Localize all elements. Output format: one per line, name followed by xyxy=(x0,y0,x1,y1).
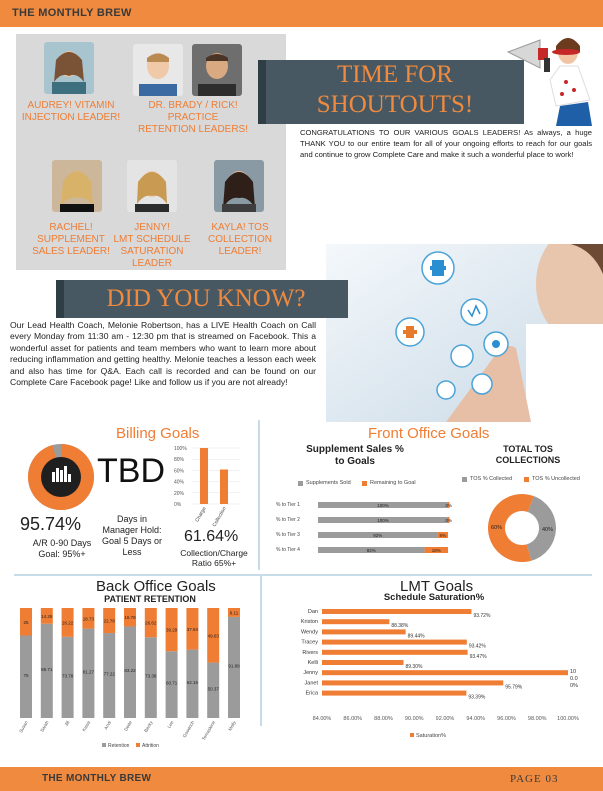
saturation-value-label: 89.44% xyxy=(407,633,425,640)
attrition-value-label: 16.78 xyxy=(124,615,136,621)
cc-ytick-label: 100% xyxy=(174,446,187,452)
saturation-bar xyxy=(322,629,406,634)
legend-retention-swatch xyxy=(102,743,106,747)
legend-attrition-swatch xyxy=(136,743,140,747)
supp-category-label: % to Tier 1 xyxy=(276,502,300,508)
did-you-know-title: DID YOU KNOW? xyxy=(106,285,306,312)
retention-xtick-label: Sarah xyxy=(39,720,50,733)
retention-xtick-label: Lee xyxy=(166,720,175,730)
retention-xtick-label: Tomaskine xyxy=(200,720,217,742)
shoutouts-banner-line2: SHOUTOUTS! xyxy=(316,91,474,118)
retention-xtick-label: Goodrich xyxy=(181,720,196,739)
caption-rachel: RACHEL! SUPPLEMENT SALES LEADER! xyxy=(32,222,110,257)
collection-label: Collection/Charge Ratio 65%+ xyxy=(180,548,248,568)
attrition-value-label: 18.73 xyxy=(82,616,95,622)
legend-saturation-label: Saturation% xyxy=(416,733,446,739)
supplement-sales-chart xyxy=(276,494,456,564)
caption-dr-brady-rick: DR. BRADY / RICK! PRACTICE RETENTION LEADERS! xyxy=(137,100,249,135)
saturation-value-label: 88.38% xyxy=(391,623,409,630)
supp-value-label-sold: 100% xyxy=(377,503,389,508)
saturation-value-label: 93.39% xyxy=(468,694,486,701)
sat-xtick-label: 84.00% xyxy=(312,716,332,722)
divider-vertical-bottom xyxy=(260,576,262,726)
sat-category-label: Kelli xyxy=(307,660,318,666)
attrition-value-label: 26.22 xyxy=(61,620,74,626)
medical-touchscreen-image xyxy=(326,244,603,422)
did-you-know-text: Our Lead Health Coach, Melonie Robertson, has a LIVE Health Coach on Call every Monday from 11:30 am - 12:30 pm that is streamed on Facebook. This a wonderful asset for patients and team members who want to learn more about reducing inflammation and getting healthy. Melonie teaches a lesson each week and also has time for Q&A. Each call is recorded and can be found on our Complete Care Facebook page! Like and follow us if you are not already! xyxy=(10,320,316,388)
attrition-value-label: 26.62 xyxy=(145,620,157,626)
supp-category-label: % to Tier 3 xyxy=(276,532,300,538)
saturation-value-label: 95.79% xyxy=(505,684,523,691)
cc-xtick-label: Charge xyxy=(194,506,208,524)
ar-value: 95.74% xyxy=(20,514,82,534)
ar-label: A/R 0-90 Days Goal: 95%+ xyxy=(32,538,92,559)
sat-xtick-label: 92.00% xyxy=(435,716,455,722)
supp-value-label-remaining: 18% xyxy=(431,548,441,553)
retention-value-label: 50.37 xyxy=(207,686,219,692)
cc-xtick-label: Collection xyxy=(211,506,228,529)
sat-xtick-label: 88.00% xyxy=(374,716,393,722)
photo-rachel xyxy=(52,160,102,212)
supp-value-label-remaining: 0% xyxy=(445,518,453,523)
supplement-chart-title: Supplement Sales % to Goals xyxy=(306,444,404,467)
saturation-value-label: 10 xyxy=(570,669,577,676)
supp-value-label-sold: 92% xyxy=(373,533,383,538)
retention-value-label: 81.27 xyxy=(82,669,95,675)
cc-ytick-label: 60% xyxy=(174,468,185,475)
supp-value-label-remaining: 8% xyxy=(439,533,447,538)
retention-xtick-label: Molly xyxy=(227,720,237,732)
billing-goals-title: Billing Goals xyxy=(116,425,200,442)
attrition-value-label: 14.29 xyxy=(41,613,53,619)
sat-category-label: Rivers xyxy=(302,649,318,656)
attrition-value-label: 22.78 xyxy=(103,618,115,624)
saturation-bar xyxy=(322,640,467,645)
saturation-bar xyxy=(322,670,568,675)
supp-value-label-sold: 82% xyxy=(366,548,376,553)
saturation-chart-title: Schedule Saturation% xyxy=(383,592,485,603)
retention-xtick-label: Jill xyxy=(63,720,71,728)
footer-title: THE MONTHLY BREW xyxy=(42,773,152,784)
saturation-bar xyxy=(322,619,389,624)
retention-value-label: 73.78 xyxy=(61,673,74,679)
patient-retention-chart xyxy=(14,606,254,756)
caption-kayla: KAYLA! TOS COLLECTION LEADER! xyxy=(208,222,272,257)
front-office-title: Front Office Goals xyxy=(368,425,490,442)
supp-category-label: % to Tier 2 xyxy=(276,517,300,523)
sat-xtick-label: 90.00% xyxy=(404,716,424,722)
retention-value-label: 83.22 xyxy=(124,668,136,674)
saturation-bar xyxy=(322,609,471,614)
attrition-value-label: 49.63 xyxy=(207,633,219,639)
caption-audrey: AUDREY! VITAMIN INJECTION LEADER! xyxy=(21,100,121,123)
sat-category-label: Erica xyxy=(305,690,318,697)
sat-xtick-label: 86.00% xyxy=(343,716,363,722)
ar-pie-chart xyxy=(24,442,98,512)
retention-value-label: 91.89 xyxy=(228,663,240,669)
header-title: THE MONTHLY BREW xyxy=(12,7,132,19)
sat-category-label: Wendy xyxy=(300,629,318,636)
retention-xtick-label: Becky xyxy=(143,720,154,734)
sat-xtick-label: 98.00% xyxy=(527,716,547,722)
tos-donut-chart xyxy=(484,490,560,566)
photo-rick xyxy=(192,44,242,96)
tos-slice-label: 60% xyxy=(491,525,503,532)
cc-bar-charge xyxy=(200,448,208,504)
photo-audrey xyxy=(44,42,94,94)
retention-value-label: 60.71 xyxy=(165,680,178,686)
tos-chart-title: TOTAL TOS COLLECTIONS xyxy=(495,444,561,465)
saturation-value-label: 93.47% xyxy=(469,653,487,660)
caption-jenny: JENNY! LMT SCHEDULE SATURATION LEADER xyxy=(113,222,191,269)
retention-xtick-label: Kasia xyxy=(81,720,92,733)
retention-xtick-label: Susan xyxy=(18,720,29,734)
legend-remaining-to-goal: Remaining to Goal xyxy=(362,480,416,486)
cc-ytick-label: 80% xyxy=(174,457,185,464)
legend-saturation-swatch xyxy=(410,733,414,737)
tbd-value: TBD xyxy=(97,452,165,490)
saturation-bar xyxy=(322,680,503,685)
back-office-title: Back Office Goals xyxy=(96,578,216,595)
sat-category-label: Jenny xyxy=(303,670,318,677)
legend-tos-uncollected: TOS % Uncollected xyxy=(524,476,580,482)
schedule-saturation-chart xyxy=(276,606,596,746)
saturation-value-label: 89.30% xyxy=(405,664,423,670)
saturation-legend xyxy=(410,733,446,739)
saturation-bar xyxy=(322,691,466,696)
saturation-bar xyxy=(322,650,468,655)
supp-value-label-remaining: 0% xyxy=(445,503,453,508)
sat-xtick-label: 94.00% xyxy=(466,716,486,722)
shoutouts-banner-line1: TIME FOR xyxy=(337,61,453,88)
photo-jenny xyxy=(127,160,177,212)
lmt-goals-title: LMT Goals xyxy=(400,578,474,595)
legend-retention-label: Retention xyxy=(108,743,130,749)
retention-value-label: 75 xyxy=(23,672,29,678)
megaphone-woman-image xyxy=(500,30,600,128)
saturation-value-label: 93.72% xyxy=(473,613,491,619)
supp-value-label-sold: 100% xyxy=(377,518,389,523)
retention-xtick-label: Andi xyxy=(103,720,113,731)
supp-category-label: % to Tier 4 xyxy=(276,547,300,553)
divider-vertical-top xyxy=(258,420,260,570)
legend-supplements-sold: Supplements Sold xyxy=(298,480,351,486)
retention-legend xyxy=(102,743,159,749)
collection-value: 61.64% xyxy=(184,528,239,545)
saturation-bar xyxy=(322,660,403,665)
cc-bar-collection xyxy=(220,469,228,504)
page-number: PAGE 03 xyxy=(510,773,559,785)
tos-slice-label: 40% xyxy=(541,526,553,533)
attrition-value-label: 39.29 xyxy=(165,627,178,633)
saturation-value-label: 0.0 xyxy=(570,676,578,683)
sat-category-label: Kriston xyxy=(300,619,318,626)
saturation-value-label: 93.42% xyxy=(468,643,486,650)
retention-value-label: 62.16 xyxy=(186,679,199,685)
shoutouts-text: CONGRATULATIONS TO OUR VARIOUS GOALS LEADERS! As always, a huge THANK YOU to our entire team for all of your ongoing efforts to reach for our goals and continue to grow Complete Care and make it such a wonderful place to work! xyxy=(300,128,592,159)
legend-attrition-label: Attrition xyxy=(142,743,159,749)
retention-chart-title: PATIENT RETENTION xyxy=(104,594,196,604)
photo-kayla xyxy=(214,160,264,212)
retention-value-label: 77.22 xyxy=(103,671,115,677)
attrition-value-label: 8.11 xyxy=(229,610,239,616)
retention-value-label: 73.38 xyxy=(145,673,157,679)
tbd-label: Days in Manager Hold: Goal 5 Days or Less xyxy=(101,514,163,557)
sat-xtick-label: 100.00% xyxy=(557,716,579,722)
cc-ytick-label: 40% xyxy=(174,479,185,486)
cc-ytick-label: 20% xyxy=(174,490,185,497)
attrition-value-label: 25 xyxy=(23,619,29,625)
retention-value-label: 85.71 xyxy=(41,666,53,672)
sat-xtick-label: 96.00% xyxy=(497,716,516,722)
charge-collection-chart xyxy=(174,444,246,530)
retention-xtick-label: Dede xyxy=(123,720,133,732)
sat-category-label: Tracey xyxy=(301,639,318,646)
sat-category-label: Janet xyxy=(304,680,318,687)
saturation-value-label: 0% xyxy=(570,683,578,690)
sat-category-label: Dan xyxy=(307,609,318,615)
divider-horizontal xyxy=(14,574,592,576)
cc-ytick-label: 0% xyxy=(174,502,182,508)
attrition-value-label: 37.84 xyxy=(186,626,199,632)
legend-tos-collected: TOS % Collected xyxy=(462,476,512,482)
photo-dr-brady xyxy=(133,44,183,96)
